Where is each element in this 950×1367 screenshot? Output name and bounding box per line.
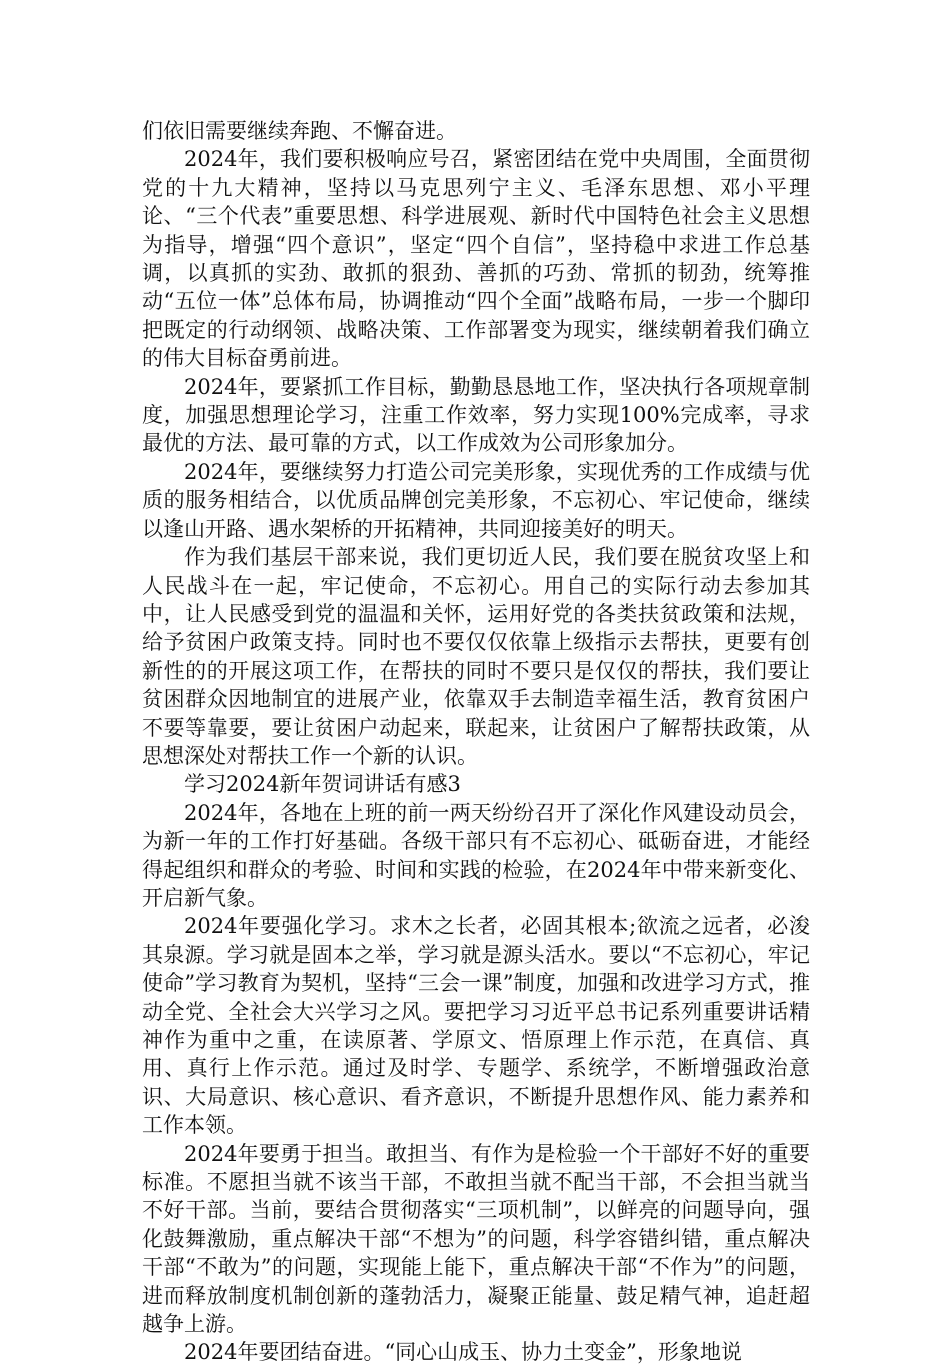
paragraph: 2024年，各地在上班的前一两天纷纷召开了深化作风建设动员会，为新一年的工作打好基础。各级干部只有不忘初心、砥砺奋进，才能经得起组织和群众的考验、时间和实践的检验，在2024年中带来新变化、开启新气象。 (142, 800, 810, 910)
paragraph: 2024年，要紧抓工作目标，勤勤恳恳地工作，坚决执行各项规章制度，加强思想理论学习，注重工作效率，努力实现100%完成率，寻求最优的方法、最可靠的方式，以工作成效为公司形象加分。 (142, 374, 810, 456)
document-body (142, 117, 810, 1367)
paragraph: 2024年要团结奋进。“同心山成玉、协力土变金”，形象地说 (184, 1340, 742, 1365)
paragraph-continuation: 们依旧需要继续奔跑、不懈奋进。 (142, 119, 457, 143)
paragraph: 作为我们基层干部来说，我们更切近人民，我们要在脱贫攻坚上和人民战斗在一起，牢记使命，不忘初心。用自己的实际行动去参加其中，让人民感受到党的温温和关怀，运用好党的各类扶贫政策和法规，给予贫困户政策支持。同时也不要仅仅依靠上级指示去帮扶，更要有创新性的的开展这项工作，在帮扶的同时不要只是仅仅的帮扶，我们要让贫困群众因地制宜的进展产业，依靠双手去制造幸福生活，教育贫困户不要等靠要，要让贫困户动起来，联起来，让贫困户了解帮扶政策，从思想深处对帮扶工作一个新的认识。 (142, 545, 810, 768)
paragraph: 2024年要强化学习。求木之长者，必固其根本;欲流之远者，必浚其泉源。学习就是固本之举，学习就是源头活水。要以“不忘初心，牢记使命”学习教育为契机，坚持“三会一课”制度，加强和改进学习方式，推动全党、全社会大兴学习之风。要把学习习近平总书记系列重要讲话精神作为重中之重，在读原著、学原文、悟原理上作示范，在真信、真用、真行上作示范。通过及时学、专题学、系统学，不断增强政治意识、大局意识、核心意识、看齐意识，不断提升思想作风、能力素养和工作本领。 (142, 914, 810, 1138)
paragraph: 2024年要勇于担当。敢担当、有作为是检验一个干部好不好的重要标准。不愿担当就不该当干部，不敢担当就不配当干部，不会担当就当不好干部。当前，要结合贯彻落实“三项机制”，以鲜亮的问题导向，强化鼓舞激励，重点解决干部“不想为”的问题，科学容错纠错，重点解决干部“不敢为”的问题，实现能上能下，重点解决干部“不作为”的问题，进而释放制度机制创新的蓬勃活力，凝聚正能量、鼓足精气神，追赶超越争上游。 (142, 1141, 810, 1337)
paragraph: 2024年，要继续努力打造公司完美形象，实现优秀的工作成绩与优质的服务相结合，以优质品牌创完美形象，不忘初心、牢记使命，继续以逢山开路、遇水架桥的开拓精神，共同迎接美好的明天。 (142, 459, 810, 541)
section-heading: 学习2024新年贺词讲话有感3 (184, 772, 461, 797)
paragraph: 2024年，我们要积极响应号召，紧密团结在党中央周围，全面贯彻党的十九大精神，坚持以马克思列宁主义、毛泽东思想、邓小平理论、“三个代表”重要思想、科学进展观、新时代中国特色社会主义思想为指导，增强“四个意识”，坚定“四个自信”，坚持稳中求进工作总基调，以真抓的实劲、敢抓的狠劲、善抓的巧劲、常抓的韧劲，统筹推动“五位一体”总体布局，协调推动“四个全面”战略布局，一步一个脚印把既定的行动纲领、战略决策、工作部署变为现实，继续朝着我们确立的伟大目标奋勇前进。 (142, 147, 810, 371)
